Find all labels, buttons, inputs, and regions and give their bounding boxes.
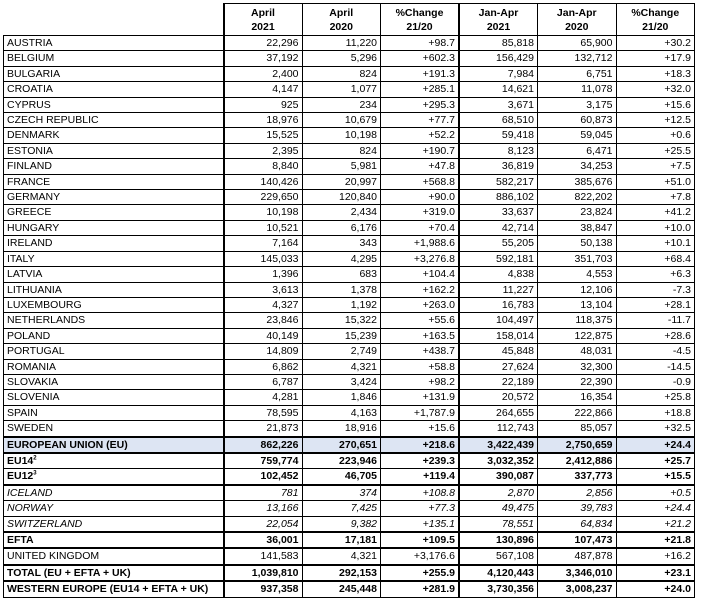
value-cell: +25.5 (616, 143, 695, 158)
value-cell: +28.6 (616, 328, 695, 343)
country-row (4, 66, 695, 81)
value-cell: +21.2 (616, 516, 695, 532)
grand-total-row (4, 565, 695, 581)
value-cell: -7.3 (616, 282, 695, 297)
value-cell: +568.8 (381, 174, 460, 189)
value-cell: 925 (224, 97, 303, 112)
value-cell: 78,551 (459, 516, 538, 532)
row-label: ESTONIA (4, 143, 224, 158)
value-cell: +131.9 (381, 390, 460, 405)
value-cell: 45,848 (459, 344, 538, 359)
value-cell: 3,008,237 (538, 581, 617, 597)
efta-country-row (4, 516, 695, 532)
value-cell: 937,358 (224, 581, 303, 597)
country-row (4, 174, 695, 189)
country-row (4, 128, 695, 143)
value-cell: +23.1 (616, 565, 695, 581)
value-cell: -11.7 (616, 313, 695, 328)
value-cell: 18,916 (302, 421, 381, 437)
value-cell: 1,192 (302, 297, 381, 312)
value-cell: 2,412,886 (538, 453, 617, 469)
country-row (4, 282, 695, 297)
value-cell: 14,809 (224, 344, 303, 359)
value-cell: 68,510 (459, 113, 538, 128)
value-cell: 385,676 (538, 174, 617, 189)
value-cell: 3,671 (459, 97, 538, 112)
country-row (4, 344, 695, 359)
country-row (4, 390, 695, 405)
value-cell: 3,032,352 (459, 453, 538, 469)
value-cell: 34,253 (538, 159, 617, 174)
value-cell: 107,473 (538, 532, 617, 548)
row-label: LITHUANIA (4, 282, 224, 297)
value-cell: 2,395 (224, 143, 303, 158)
row-label: EFTA (4, 532, 224, 548)
value-cell: 582,217 (459, 174, 538, 189)
value-cell: 14,621 (459, 82, 538, 97)
value-cell: 1,846 (302, 390, 381, 405)
value-cell: 567,108 (459, 548, 538, 564)
value-cell: +7.8 (616, 190, 695, 205)
value-cell: 759,774 (224, 453, 303, 469)
value-cell: 5,981 (302, 159, 381, 174)
value-cell: +24.0 (616, 581, 695, 597)
row-label: GREECE (4, 205, 224, 220)
country-row (4, 359, 695, 374)
row-label: LATVIA (4, 267, 224, 282)
value-cell: +41.2 (616, 205, 695, 220)
value-cell: 245,448 (302, 581, 381, 597)
value-cell: 781 (224, 485, 303, 501)
value-cell: 2,870 (459, 485, 538, 501)
row-label: GERMANY (4, 190, 224, 205)
value-cell: 4,321 (302, 359, 381, 374)
value-cell: +18.8 (616, 405, 695, 420)
value-cell: 2,400 (224, 66, 303, 81)
value-cell: 11,220 (302, 36, 381, 51)
value-cell: 234 (302, 97, 381, 112)
value-cell: 390,087 (459, 469, 538, 485)
value-cell: +239.3 (381, 453, 460, 469)
value-cell: 2,434 (302, 205, 381, 220)
row-label: SLOVAKIA (4, 374, 224, 389)
value-cell: +190.7 (381, 143, 460, 158)
value-cell: 6,751 (538, 66, 617, 81)
value-cell: 22,054 (224, 516, 303, 532)
value-cell: 11,078 (538, 82, 617, 97)
value-cell: 592,181 (459, 251, 538, 266)
western-europe-row (4, 581, 695, 597)
row-label: HUNGARY (4, 220, 224, 235)
value-cell: 1,396 (224, 267, 303, 282)
value-cell: 16,354 (538, 390, 617, 405)
header-row (4, 4, 695, 36)
value-cell: +3,276.8 (381, 251, 460, 266)
value-cell: +3,176.6 (381, 548, 460, 564)
row-label: CYPRUS (4, 97, 224, 112)
value-cell: 270,651 (302, 437, 381, 453)
value-cell: 7,425 (302, 501, 381, 516)
value-cell: 337,773 (538, 469, 617, 485)
row-label: CZECH REPUBLIC (4, 113, 224, 128)
value-cell: +58.8 (381, 359, 460, 374)
value-cell: +15.6 (616, 97, 695, 112)
value-cell: 11,227 (459, 282, 538, 297)
value-cell: +17.9 (616, 51, 695, 66)
value-cell: 10,521 (224, 220, 303, 235)
value-cell: +1,988.6 (381, 236, 460, 251)
value-cell: 15,322 (302, 313, 381, 328)
country-row (4, 220, 695, 235)
value-cell: +7.5 (616, 159, 695, 174)
country-row (4, 190, 695, 205)
value-cell: +109.5 (381, 532, 460, 548)
row-label: ROMANIA (4, 359, 224, 374)
value-cell: 7,984 (459, 66, 538, 81)
value-cell: 822,202 (538, 190, 617, 205)
value-cell: +163.5 (381, 328, 460, 343)
value-cell: 264,655 (459, 405, 538, 420)
row-label: CROATIA (4, 82, 224, 97)
value-cell: 60,873 (538, 113, 617, 128)
value-cell: +104.4 (381, 267, 460, 282)
value-cell: +255.9 (381, 565, 460, 581)
row-label: SPAIN (4, 405, 224, 420)
value-cell: 4,295 (302, 251, 381, 266)
value-cell: +98.2 (381, 374, 460, 389)
value-cell: 33,637 (459, 205, 538, 220)
value-cell: +119.4 (381, 469, 460, 485)
value-cell: 3,613 (224, 282, 303, 297)
value-cell: +602.3 (381, 51, 460, 66)
row-label: FINLAND (4, 159, 224, 174)
value-cell: 4,327 (224, 297, 303, 312)
value-cell: 8,840 (224, 159, 303, 174)
row-label: FRANCE (4, 174, 224, 189)
value-cell: 18,976 (224, 113, 303, 128)
row-label: EUROPEAN UNION (EU) (4, 437, 224, 453)
value-cell: 3,175 (538, 97, 617, 112)
country-row (4, 267, 695, 282)
value-cell: 2,750,659 (538, 437, 617, 453)
value-cell: +77.7 (381, 113, 460, 128)
value-cell: 6,787 (224, 374, 303, 389)
value-cell: 85,057 (538, 421, 617, 437)
value-cell: 4,838 (459, 267, 538, 282)
value-cell: +285.1 (381, 82, 460, 97)
row-label: UNITED KINGDOM (4, 548, 224, 564)
value-cell: +135.1 (381, 516, 460, 532)
value-cell: +47.8 (381, 159, 460, 174)
value-cell: 112,743 (459, 421, 538, 437)
value-cell: 13,104 (538, 297, 617, 312)
value-cell: 3,424 (302, 374, 381, 389)
value-cell: +55.6 (381, 313, 460, 328)
value-cell: 824 (302, 66, 381, 81)
value-cell: 65,900 (538, 36, 617, 51)
value-cell: 23,846 (224, 313, 303, 328)
value-cell: 50,138 (538, 236, 617, 251)
value-cell: 32,300 (538, 359, 617, 374)
row-label: AUSTRIA (4, 36, 224, 51)
row-label: DENMARK (4, 128, 224, 143)
value-cell: 122,875 (538, 328, 617, 343)
value-cell: 64,834 (538, 516, 617, 532)
value-cell: +108.8 (381, 485, 460, 501)
value-cell: 38,847 (538, 220, 617, 235)
value-cell: +0.6 (616, 128, 695, 143)
value-cell: 6,862 (224, 359, 303, 374)
value-cell: 886,102 (459, 190, 538, 205)
value-cell: 3,422,439 (459, 437, 538, 453)
header-april-2021: April 2021 (224, 4, 303, 36)
country-row (4, 251, 695, 266)
value-cell: 824 (302, 143, 381, 158)
value-cell: 37,192 (224, 51, 303, 66)
value-cell: 59,418 (459, 128, 538, 143)
value-cell: 3,346,010 (538, 565, 617, 581)
value-cell: +52.2 (381, 128, 460, 143)
value-cell: +32.0 (616, 82, 695, 97)
value-cell: +295.3 (381, 97, 460, 112)
value-cell: 222,866 (538, 405, 617, 420)
value-cell: +10.0 (616, 220, 695, 235)
value-cell: +25.7 (616, 453, 695, 469)
value-cell: 15,525 (224, 128, 303, 143)
value-cell: +319.0 (381, 205, 460, 220)
value-cell: 374 (302, 485, 381, 501)
value-cell: 2,749 (302, 344, 381, 359)
header-april-change: %Change 21/20 (381, 4, 460, 36)
row-label: PORTUGAL (4, 344, 224, 359)
country-row (4, 374, 695, 389)
value-cell: 351,703 (538, 251, 617, 266)
value-cell: 158,014 (459, 328, 538, 343)
value-cell: 39,783 (538, 501, 617, 516)
value-cell: 3,730,356 (459, 581, 538, 597)
country-row (4, 36, 695, 51)
value-cell: +24.4 (616, 437, 695, 453)
value-cell: 1,077 (302, 82, 381, 97)
value-cell: 343 (302, 236, 381, 251)
header-janapr-2020: Jan-Apr 2020 (538, 4, 617, 36)
value-cell: 487,878 (538, 548, 617, 564)
value-cell: 4,281 (224, 390, 303, 405)
value-cell: 2,856 (538, 485, 617, 501)
value-cell: 40,149 (224, 328, 303, 343)
value-cell: 5,296 (302, 51, 381, 66)
header-april-2020: April 2020 (302, 4, 381, 36)
value-cell: 145,033 (224, 251, 303, 266)
header-janapr-change: %Change 21/20 (616, 4, 695, 36)
value-cell: +15.5 (616, 469, 695, 485)
value-cell: 118,375 (538, 313, 617, 328)
value-cell: +25.8 (616, 390, 695, 405)
value-cell: +281.9 (381, 581, 460, 597)
row-label: IRELAND (4, 236, 224, 251)
eu12-row (4, 469, 695, 485)
value-cell: 7,164 (224, 236, 303, 251)
efta-country-row (4, 501, 695, 516)
country-row (4, 113, 695, 128)
uk-row (4, 548, 695, 564)
country-row (4, 82, 695, 97)
value-cell: 20,997 (302, 174, 381, 189)
value-cell: 12,106 (538, 282, 617, 297)
value-cell: 292,153 (302, 565, 381, 581)
value-cell: 6,471 (538, 143, 617, 158)
value-cell: 1,039,810 (224, 565, 303, 581)
value-cell: +51.0 (616, 174, 695, 189)
country-row (4, 159, 695, 174)
value-cell: 17,181 (302, 532, 381, 548)
value-cell: 4,321 (302, 548, 381, 564)
value-cell: 22,189 (459, 374, 538, 389)
value-cell: 10,198 (302, 128, 381, 143)
value-cell: +30.2 (616, 36, 695, 51)
value-cell: +15.6 (381, 421, 460, 437)
row-label: NORWAY (4, 501, 224, 516)
value-cell: 683 (302, 267, 381, 282)
value-cell: +12.5 (616, 113, 695, 128)
value-cell: 22,296 (224, 36, 303, 51)
country-row (4, 421, 695, 437)
value-cell: 120,840 (302, 190, 381, 205)
value-cell: +68.4 (616, 251, 695, 266)
value-cell: 23,824 (538, 205, 617, 220)
value-cell: 48,031 (538, 344, 617, 359)
efta-total-row (4, 532, 695, 548)
value-cell: +438.7 (381, 344, 460, 359)
value-cell: 8,123 (459, 143, 538, 158)
value-cell: 22,390 (538, 374, 617, 389)
country-row (4, 97, 695, 112)
value-cell: +6.3 (616, 267, 695, 282)
row-label: BELGIUM (4, 51, 224, 66)
value-cell: +28.1 (616, 297, 695, 312)
value-cell: +24.4 (616, 501, 695, 516)
value-cell: +16.2 (616, 548, 695, 564)
country-row (4, 51, 695, 66)
value-cell: +263.0 (381, 297, 460, 312)
row-label: ICELAND (4, 485, 224, 501)
value-cell: 78,595 (224, 405, 303, 420)
header-janapr-2021: Jan-Apr 2021 (459, 4, 538, 36)
value-cell: 141,583 (224, 548, 303, 564)
value-cell: -14.5 (616, 359, 695, 374)
value-cell: 27,624 (459, 359, 538, 374)
value-cell: 6,176 (302, 220, 381, 235)
value-cell: 13,166 (224, 501, 303, 516)
value-cell: +162.2 (381, 282, 460, 297)
row-label: $EU14^2$ (4, 453, 224, 469)
value-cell: 46,705 (302, 469, 381, 485)
country-row (4, 313, 695, 328)
value-cell: 15,239 (302, 328, 381, 343)
value-cell: +70.4 (381, 220, 460, 235)
country-row (4, 205, 695, 220)
eu14-row (4, 453, 695, 469)
value-cell: 132,712 (538, 51, 617, 66)
value-cell: 862,226 (224, 437, 303, 453)
value-cell: 49,475 (459, 501, 538, 516)
row-label: SLOVENIA (4, 390, 224, 405)
country-row (4, 236, 695, 251)
value-cell: 4,553 (538, 267, 617, 282)
value-cell: +90.0 (381, 190, 460, 205)
eu-total-row (4, 437, 695, 453)
value-cell: +1,787.9 (381, 405, 460, 420)
value-cell: +10.1 (616, 236, 695, 251)
row-label: POLAND (4, 328, 224, 343)
value-cell: 223,946 (302, 453, 381, 469)
header-corner (4, 4, 224, 36)
value-cell: 156,429 (459, 51, 538, 66)
row-label: SWITZERLAND (4, 516, 224, 532)
registrations-table (3, 3, 695, 598)
value-cell: 130,896 (459, 532, 538, 548)
value-cell: 4,120,443 (459, 565, 538, 581)
country-row (4, 328, 695, 343)
value-cell: 42,714 (459, 220, 538, 235)
value-cell: 55,205 (459, 236, 538, 251)
value-cell: 16,783 (459, 297, 538, 312)
row-label: BULGARIA (4, 66, 224, 81)
row-label: $EU12^3$ (4, 469, 224, 485)
value-cell: +18.3 (616, 66, 695, 81)
value-cell: 10,198 (224, 205, 303, 220)
value-cell: 4,147 (224, 82, 303, 97)
value-cell: +32.5 (616, 421, 695, 437)
value-cell: 104,497 (459, 313, 538, 328)
value-cell: +21.8 (616, 532, 695, 548)
row-label: LUXEMBOURG (4, 297, 224, 312)
row-label: TOTAL (EU + EFTA + UK) (4, 565, 224, 581)
value-cell: +0.5 (616, 485, 695, 501)
value-cell: 10,679 (302, 113, 381, 128)
row-label: ITALY (4, 251, 224, 266)
value-cell: 36,819 (459, 159, 538, 174)
value-cell: 9,382 (302, 516, 381, 532)
value-cell: 59,045 (538, 128, 617, 143)
value-cell: +98.7 (381, 36, 460, 51)
country-row (4, 143, 695, 158)
value-cell: -0.9 (616, 374, 695, 389)
value-cell: +191.3 (381, 66, 460, 81)
value-cell: 21,873 (224, 421, 303, 437)
value-cell: +77.3 (381, 501, 460, 516)
row-label: NETHERLANDS (4, 313, 224, 328)
value-cell: 229,650 (224, 190, 303, 205)
country-row (4, 405, 695, 420)
value-cell: 1,378 (302, 282, 381, 297)
value-cell: 4,163 (302, 405, 381, 420)
value-cell: +218.6 (381, 437, 460, 453)
value-cell: -4.5 (616, 344, 695, 359)
efta-country-row (4, 485, 695, 501)
value-cell: 102,452 (224, 469, 303, 485)
value-cell: 20,572 (459, 390, 538, 405)
value-cell: 140,426 (224, 174, 303, 189)
value-cell: 36,001 (224, 532, 303, 548)
row-label: WESTERN EUROPE (EU14 + EFTA + UK) (4, 581, 224, 597)
country-row (4, 297, 695, 312)
value-cell: 85,818 (459, 36, 538, 51)
row-label: SWEDEN (4, 421, 224, 437)
